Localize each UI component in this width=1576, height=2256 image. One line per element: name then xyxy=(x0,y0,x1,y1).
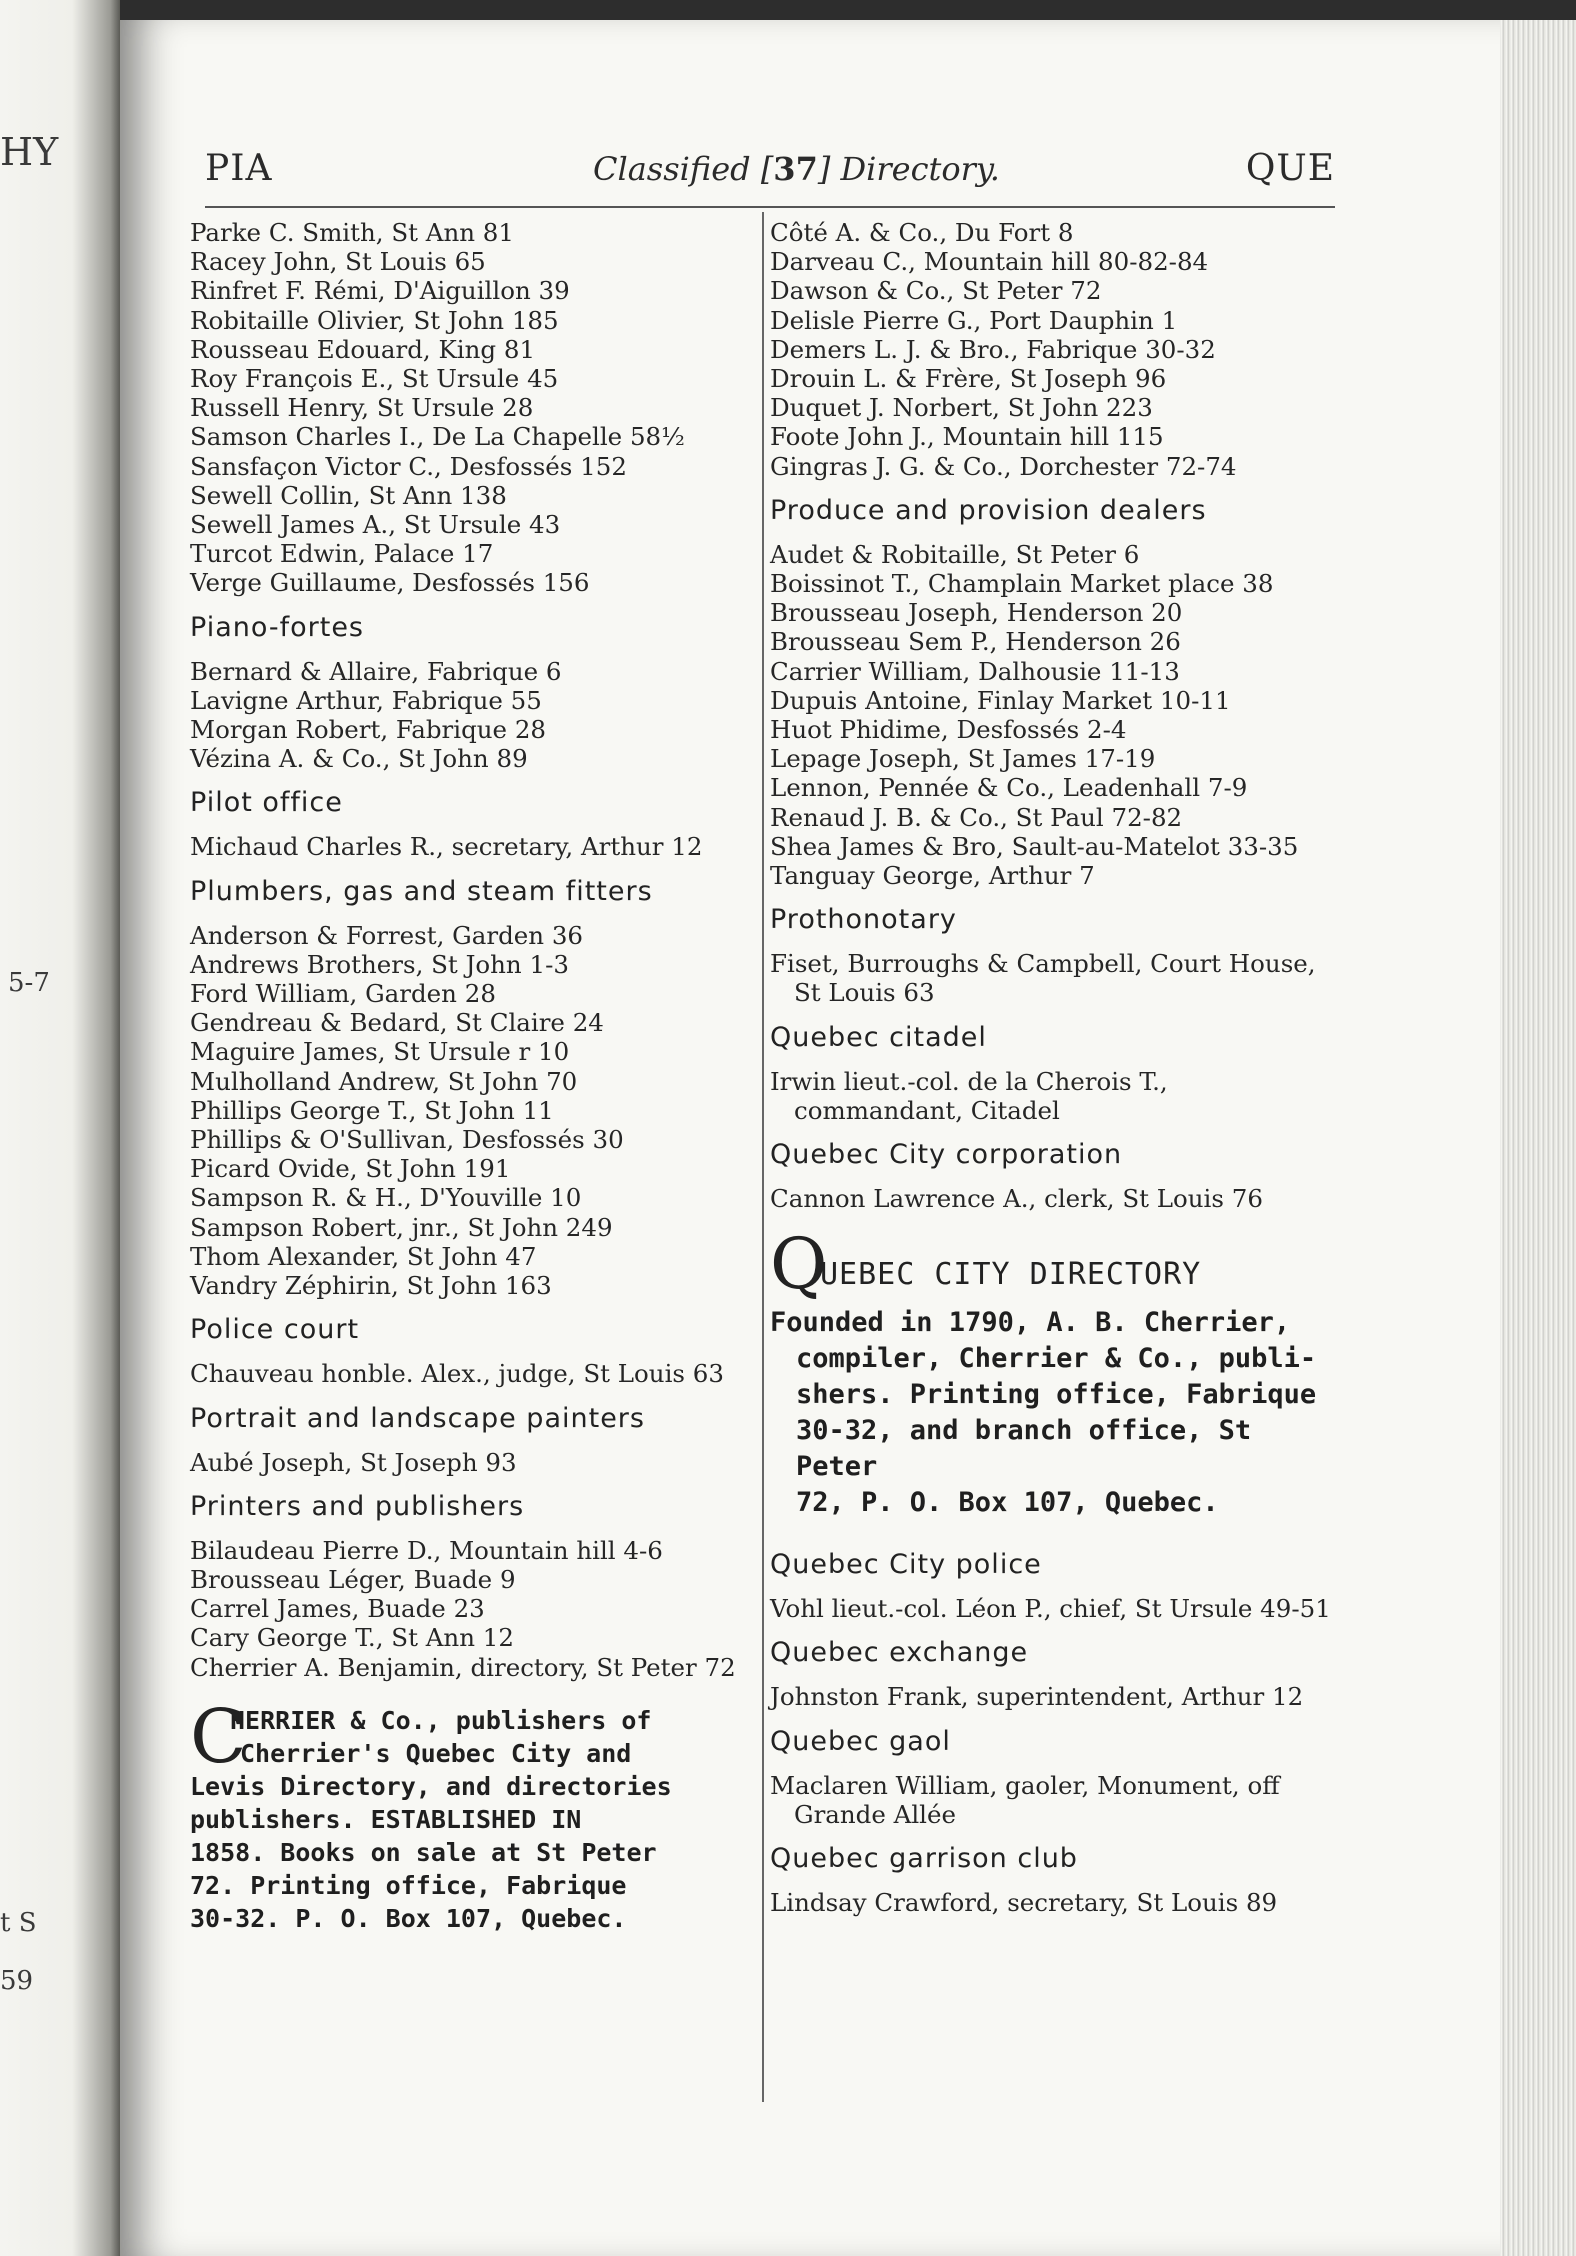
header-left-guide: PIA xyxy=(205,148,273,189)
section-heading: Police court xyxy=(190,1314,360,1346)
directory-entry: Delisle Pierre G., Port Dauphin 1 xyxy=(770,305,1178,335)
directory-entry: Ford William, Garden 28 xyxy=(190,979,496,1009)
page-number: 37 xyxy=(773,150,818,188)
directory-entry: Picard Ovide, St John 191 xyxy=(190,1154,511,1184)
directory-title xyxy=(770,1223,1340,1306)
directory-entry: Gingras J. G. & Co., Dorchester 72-74 xyxy=(770,451,1237,481)
directory-entry: Dupuis Antoine, Finlay Market 10-11 xyxy=(770,685,1231,715)
directory-entry: Sansfaçon Victor C., Desfossés 152 xyxy=(190,451,627,481)
directory-entry: Renaud J. B. & Co., St Paul 72-82 xyxy=(770,802,1183,832)
directory-entry: Côté A. & Co., Du Fort 8 xyxy=(770,218,1074,247)
directory-entry: Shea James & Bro, Sault-au-Matelot 33-35 xyxy=(770,831,1299,861)
facing-page-fragment: t S xyxy=(0,1908,37,1938)
section-heading: Quebec exchange xyxy=(770,1637,1029,1669)
directory-entry: Cannon Lawrence A., clerk, St Louis 76 xyxy=(770,1184,1263,1214)
directory-entry: Roy François E., St Ursule 45 xyxy=(190,364,559,394)
founded-line: compiler, Cherrier & Co., publi- xyxy=(796,1343,1317,1375)
directory-entry: Brousseau Joseph, Henderson 20 xyxy=(770,598,1183,628)
directory-entry: Samson Charles I., De La Chapelle 58½ xyxy=(190,422,685,452)
section-heading: Portrait and landscape painters xyxy=(190,1402,645,1434)
directory-entry: Lindsay Crawford, secretary, St Louis 89 xyxy=(770,1888,1278,1918)
directory-entry: Rinfret F. Rémi, D'Aiguillon 39 xyxy=(190,276,570,306)
directory-entry: Mulholland Andrew, St John 70 xyxy=(190,1066,578,1096)
facing-page-fragment: 59 xyxy=(0,1966,34,1996)
directory-entry: Racey John, St Louis 65 xyxy=(190,247,486,277)
directory-entry: Duquet J. Norbert, St John 223 xyxy=(770,393,1153,423)
section-heading: Quebec garrison club xyxy=(770,1843,1078,1875)
directory-entry: Verge Guillaume, Desfossés 156 xyxy=(190,568,590,598)
directory-entry: Phillips & O'Sullivan, Desfossés 30 xyxy=(190,1125,624,1155)
ad-line: Cherrier's Quebec City and xyxy=(240,1738,632,1768)
section-heading: Prothonotary xyxy=(770,904,957,936)
directory-entry: Lepage Joseph, St James 17-19 xyxy=(770,744,1156,774)
directory-entry: Dawson & Co., St Peter 72 xyxy=(770,276,1102,306)
directory-entry: Morgan Robert, Fabrique 28 xyxy=(190,715,547,745)
directory-entry: Thom Alexander, St John 47 xyxy=(190,1241,537,1271)
page-edge xyxy=(1500,20,1576,2256)
directory-entry: Parke C. Smith, St Ann 81 xyxy=(190,218,514,247)
section-heading: Printers and publishers xyxy=(190,1490,525,1522)
directory-entry: Huot Phidime, Desfossés 2-4 xyxy=(770,715,1127,745)
founded-line: 72, P. O. Box 107, Quebec. xyxy=(796,1487,1219,1519)
running-header xyxy=(205,148,1335,200)
ad-line: Levis Directory, and directories xyxy=(190,1771,672,1801)
facing-page-header: HY xyxy=(0,130,59,174)
directory-entry: Sampson Robert, jnr., St John 249 xyxy=(190,1212,613,1242)
directory-entry: Vohl lieut.-col. Léon P., chief, St Ursule 49-51 xyxy=(770,1594,1331,1624)
directory-entry: Sewell Collin, St Ann 138 xyxy=(190,480,507,510)
directory-title-initial: Q xyxy=(770,1223,828,1306)
right-listing-bottom xyxy=(770,1535,1340,1917)
directory-entry: Tanguay George, Arthur 7 xyxy=(770,861,1095,891)
ad-line: publishers. ESTABLISHED IN xyxy=(190,1804,582,1834)
section-heading: Pilot office xyxy=(190,787,343,819)
right-column xyxy=(770,218,1340,1917)
founded-line: shers. Printing office, Fabrique xyxy=(796,1379,1317,1411)
header-rule xyxy=(205,206,1335,208)
directory-entry: Boissinot T., Champlain Market place 38 xyxy=(770,569,1274,599)
directory-entry: Sampson R. & H., D'Youville 10 xyxy=(190,1183,582,1213)
ad-dropcap: C xyxy=(190,1693,247,1780)
section-heading: Quebec gaol xyxy=(770,1725,951,1757)
directory-entry: Cherrier A. Benjamin, directory, St Peter 72 xyxy=(190,1652,736,1682)
section-heading: Produce and provision dealers xyxy=(770,494,1207,526)
ad-line: HERRIER & Co., publishers of xyxy=(230,1705,652,1735)
ad-line: 30-32. P. O. Box 107, Quebec. xyxy=(190,1903,627,1933)
founded-notice xyxy=(770,1305,1340,1521)
directory-entry: Drouin L. & Frère, St Joseph 96 xyxy=(770,364,1167,394)
ad-line: 72. Printing office, Fabrique xyxy=(190,1870,627,1900)
directory-entry: Maclaren William, gaoler, Monument, off Grande Allée xyxy=(770,1770,1280,1829)
left-listing xyxy=(190,218,755,1682)
directory-entry: Rousseau Edouard, King 81 xyxy=(190,334,536,364)
directory-entry: Lennon, Pennée & Co., Leadenhall 7-9 xyxy=(770,773,1248,803)
directory-entry: Anderson & Forrest, Garden 36 xyxy=(190,920,583,950)
directory-entry: Cary George T., St Ann 12 xyxy=(190,1623,514,1653)
directory-title-rest: UEBEC CITY DIRECTORY xyxy=(820,1257,1202,1293)
facing-page-fragment: 5-7 xyxy=(8,968,50,998)
directory-entry: Bernard & Allaire, Fabrique 6 xyxy=(190,656,562,686)
directory-entry: Carrel James, Buade 23 xyxy=(190,1594,485,1624)
directory-entry: Lavigne Arthur, Fabrique 55 xyxy=(190,685,542,715)
directory-entry: Foote John J., Mountain hill 115 xyxy=(770,422,1164,452)
section-heading: Quebec City corporation xyxy=(770,1139,1123,1171)
directory-entry: Johnston Frank, superintendent, Arthur 12 xyxy=(770,1682,1304,1712)
header-title: Classified [37] Directory. xyxy=(593,150,1000,188)
column-divider xyxy=(762,212,764,2102)
directory-entry: Carrier William, Dalhousie 11-13 xyxy=(770,656,1180,686)
founded-line: Founded in 1790, A. B. Cherrier, xyxy=(770,1307,1291,1339)
directory-entry: Vandry Zéphirin, St John 163 xyxy=(190,1271,552,1301)
directory-entry: Vézina A. & Co., St John 89 xyxy=(190,744,528,774)
directory-entry: Russell Henry, St Ursule 28 xyxy=(190,393,534,423)
directory-entry: Demers L. J. & Bro., Fabrique 30-32 xyxy=(770,334,1216,364)
directory-entry: Chauveau honble. Alex., judge, St Louis 63 xyxy=(190,1359,724,1389)
directory-entry: Andrews Brothers, St John 1-3 xyxy=(190,949,569,979)
directory-entry: Maguire James, St Ursule r 10 xyxy=(190,1037,570,1067)
directory-entry: Phillips George T., St John 11 xyxy=(190,1095,554,1125)
header-right-guide: QUE xyxy=(1245,148,1335,189)
left-column xyxy=(190,218,755,1935)
directory-entry: Gendreau & Bedard, St Claire 24 xyxy=(190,1008,604,1038)
directory-entry: Audet & Robitaille, St Peter 6 xyxy=(770,539,1140,569)
founded-line: 30-32, and branch office, St Peter xyxy=(796,1415,1252,1483)
section-heading: Quebec citadel xyxy=(770,1021,987,1053)
directory-entry: Irwin lieut.-col. de la Cherois T., commandant, Citadel xyxy=(770,1066,1168,1125)
directory-entry: Sewell James A., St Ursule 43 xyxy=(190,510,561,540)
directory-entry: Aubé Joseph, St Joseph 93 xyxy=(190,1447,517,1477)
directory-entry: Michaud Charles R., secretary, Arthur 12 xyxy=(190,832,703,862)
directory-entry: Turcot Edwin, Palace 17 xyxy=(190,539,494,569)
facing-page xyxy=(0,0,120,2256)
directory-entry: Bilaudeau Pierre D., Mountain hill 4-6 xyxy=(190,1535,663,1565)
directory-entry: Brousseau Sem P., Henderson 26 xyxy=(770,627,1181,657)
cherrier-advertisement xyxy=(190,1693,755,1935)
right-listing-top xyxy=(770,218,1340,1213)
directory-entry: Brousseau Léger, Buade 9 xyxy=(190,1564,516,1594)
section-heading: Plumbers, gas and steam fitters xyxy=(190,875,653,907)
directory-entry: Darveau C., Mountain hill 80-82-84 xyxy=(770,247,1209,277)
section-heading: Piano-fortes xyxy=(190,611,364,643)
directory-entry: Robitaille Olivier, St John 185 xyxy=(190,305,559,335)
directory-entry: Fiset, Burroughs & Campbell, Court House, St Louis 63 xyxy=(770,949,1316,1008)
ad-line: 1858. Books on sale at St Peter xyxy=(190,1837,657,1867)
section-heading: Quebec City police xyxy=(770,1549,1042,1581)
